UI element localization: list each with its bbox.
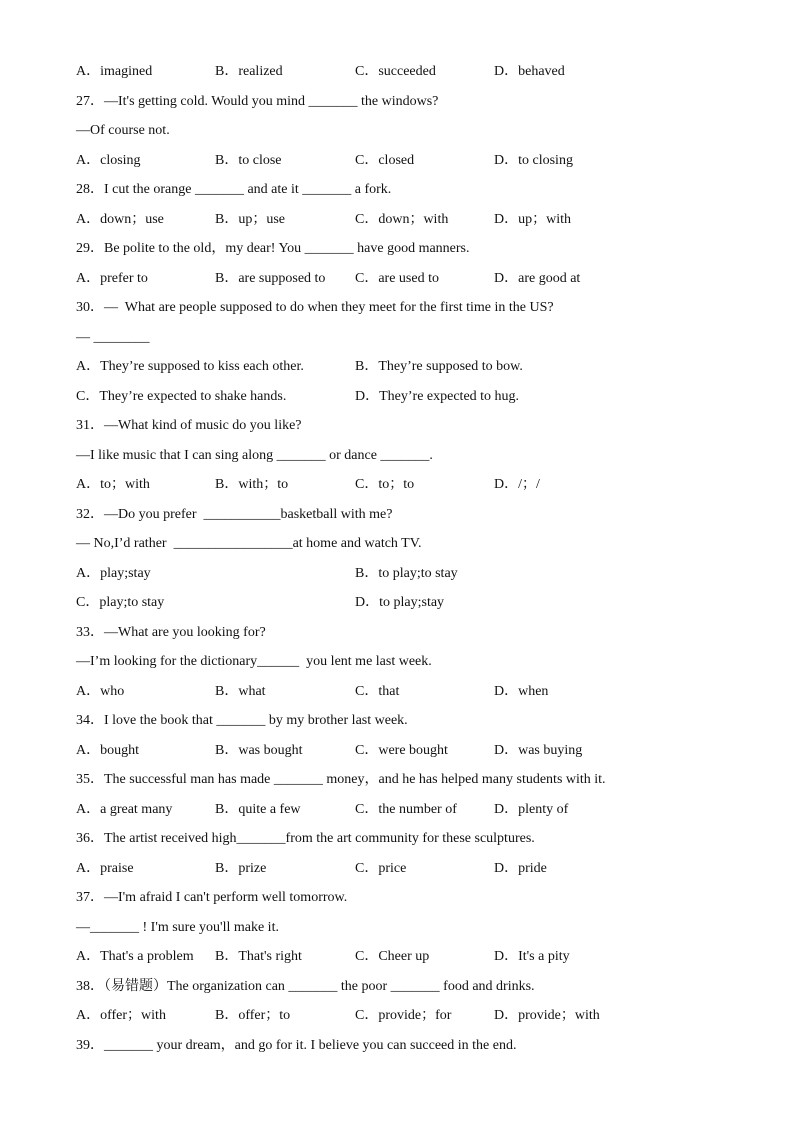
question-text: 29．Be polite to the old，my dear! You _______ have good manners.: [76, 241, 470, 256]
answer-option: B．They’re supposed to bow.: [355, 359, 523, 374]
answer-option: C．They’re expected to shake hands.: [76, 389, 287, 404]
answer-option: C．are used to: [355, 271, 439, 286]
answer-option: B．are supposed to: [215, 271, 326, 286]
question-text: 36．The artist received high_______from the art community for these sculptures.: [76, 831, 535, 846]
answer-option: B．realized: [215, 64, 283, 79]
answer-option: A．a great many: [76, 802, 173, 817]
answer-option: C．closed: [355, 153, 415, 168]
answer-option: B．was bought: [215, 743, 303, 758]
answer-option: A．They’re supposed to kiss each other.: [76, 359, 304, 374]
question-text: 32．—Do you prefer ___________basketball with me?: [76, 507, 393, 522]
answer-option: A．down；use: [76, 212, 164, 227]
answer-option: C．provide；for: [355, 1008, 452, 1023]
answer-option: B．up；use: [215, 212, 285, 227]
answer-option: D．behaved: [494, 64, 565, 79]
question-text: 34．I love the book that _______ by my brother last week.: [76, 713, 408, 728]
answer-option: A．praise: [76, 861, 134, 876]
answer-option: A．That's a problem: [76, 949, 194, 964]
answer-option: C．to；to: [355, 477, 415, 492]
answer-option: A．bought: [76, 743, 139, 758]
question-text: —I’m looking for the dictionary______ you lent me last week.: [76, 654, 432, 669]
question-text: —Of course not.: [76, 123, 170, 138]
answer-option: D．was buying: [494, 743, 583, 758]
answer-option: D．are good at: [494, 271, 581, 286]
question-text: 39．_______ your dream，and go for it. I believe you can succeed in the end.: [76, 1038, 517, 1053]
question-text: 27．—It's getting cold. Would you mind _______ the windows?: [76, 94, 439, 109]
answer-option: C．down；with: [355, 212, 449, 227]
answer-option: A．to；with: [76, 477, 150, 492]
answer-option: B．offer；to: [215, 1008, 291, 1023]
question-text: 33．—What are you looking for?: [76, 625, 266, 640]
answer-option: C．were bought: [355, 743, 448, 758]
answer-option: D．pride: [494, 861, 547, 876]
question-text: — ________: [76, 330, 150, 345]
answer-option: B．to close: [215, 153, 282, 168]
question-text: 28．I cut the orange _______ and ate it _______ a fork.: [76, 182, 392, 197]
answer-option: B．to play;to stay: [355, 566, 458, 581]
answer-option: D．They’re expected to hug.: [355, 389, 520, 404]
answer-option: B．with；to: [215, 477, 289, 492]
answer-option: C．play;to stay: [76, 595, 165, 610]
question-text: 31．—What kind of music do you like?: [76, 418, 302, 433]
answer-option: D．to play;stay: [355, 595, 445, 610]
answer-option: B．what: [215, 684, 266, 699]
answer-option: D．/；/: [494, 477, 540, 492]
answer-option: C．Cheer up: [355, 949, 430, 964]
answer-option: B．quite a few: [215, 802, 301, 817]
question-text: 35．The successful man has made _______ money，and he has helped many students with it.: [76, 772, 606, 787]
answer-option: C．price: [355, 861, 407, 876]
answer-option: D．provide；with: [494, 1008, 600, 1023]
answer-option: C．succeeded: [355, 64, 436, 79]
answer-option: A．prefer to: [76, 271, 148, 286]
answer-option: B．That's right: [215, 949, 302, 964]
answer-option: D．to closing: [494, 153, 573, 168]
question-text: 38．（易错题）The organization can _______ the poor _______ food and drinks.: [76, 979, 535, 994]
answer-option: A．closing: [76, 153, 141, 168]
answer-option: B．prize: [215, 861, 267, 876]
question-text: 30．— What are people supposed to do when they meet for the first time in the US?: [76, 300, 554, 315]
answer-option: D．plenty of: [494, 802, 569, 817]
question-text: —I like music that I can sing along _______ or dance _______.: [76, 448, 433, 463]
answer-option: C．that: [355, 684, 400, 699]
answer-option: C．the number of: [355, 802, 457, 817]
answer-option: A．offer；with: [76, 1008, 166, 1023]
answer-option: A．who: [76, 684, 125, 699]
question-text: —_______ ! I'm sure you'll make it.: [76, 920, 279, 935]
answer-option: D．It's a pity: [494, 949, 570, 964]
answer-option: D．up；with: [494, 212, 571, 227]
question-text: 37．—I'm afraid I can't perform well tomorrow.: [76, 890, 348, 905]
answer-option: A．play;stay: [76, 566, 151, 581]
answer-option: A．imagined: [76, 64, 153, 79]
question-text: — No,I’d rather _________________at home and watch TV.: [76, 536, 422, 551]
answer-option: D．when: [494, 684, 549, 699]
